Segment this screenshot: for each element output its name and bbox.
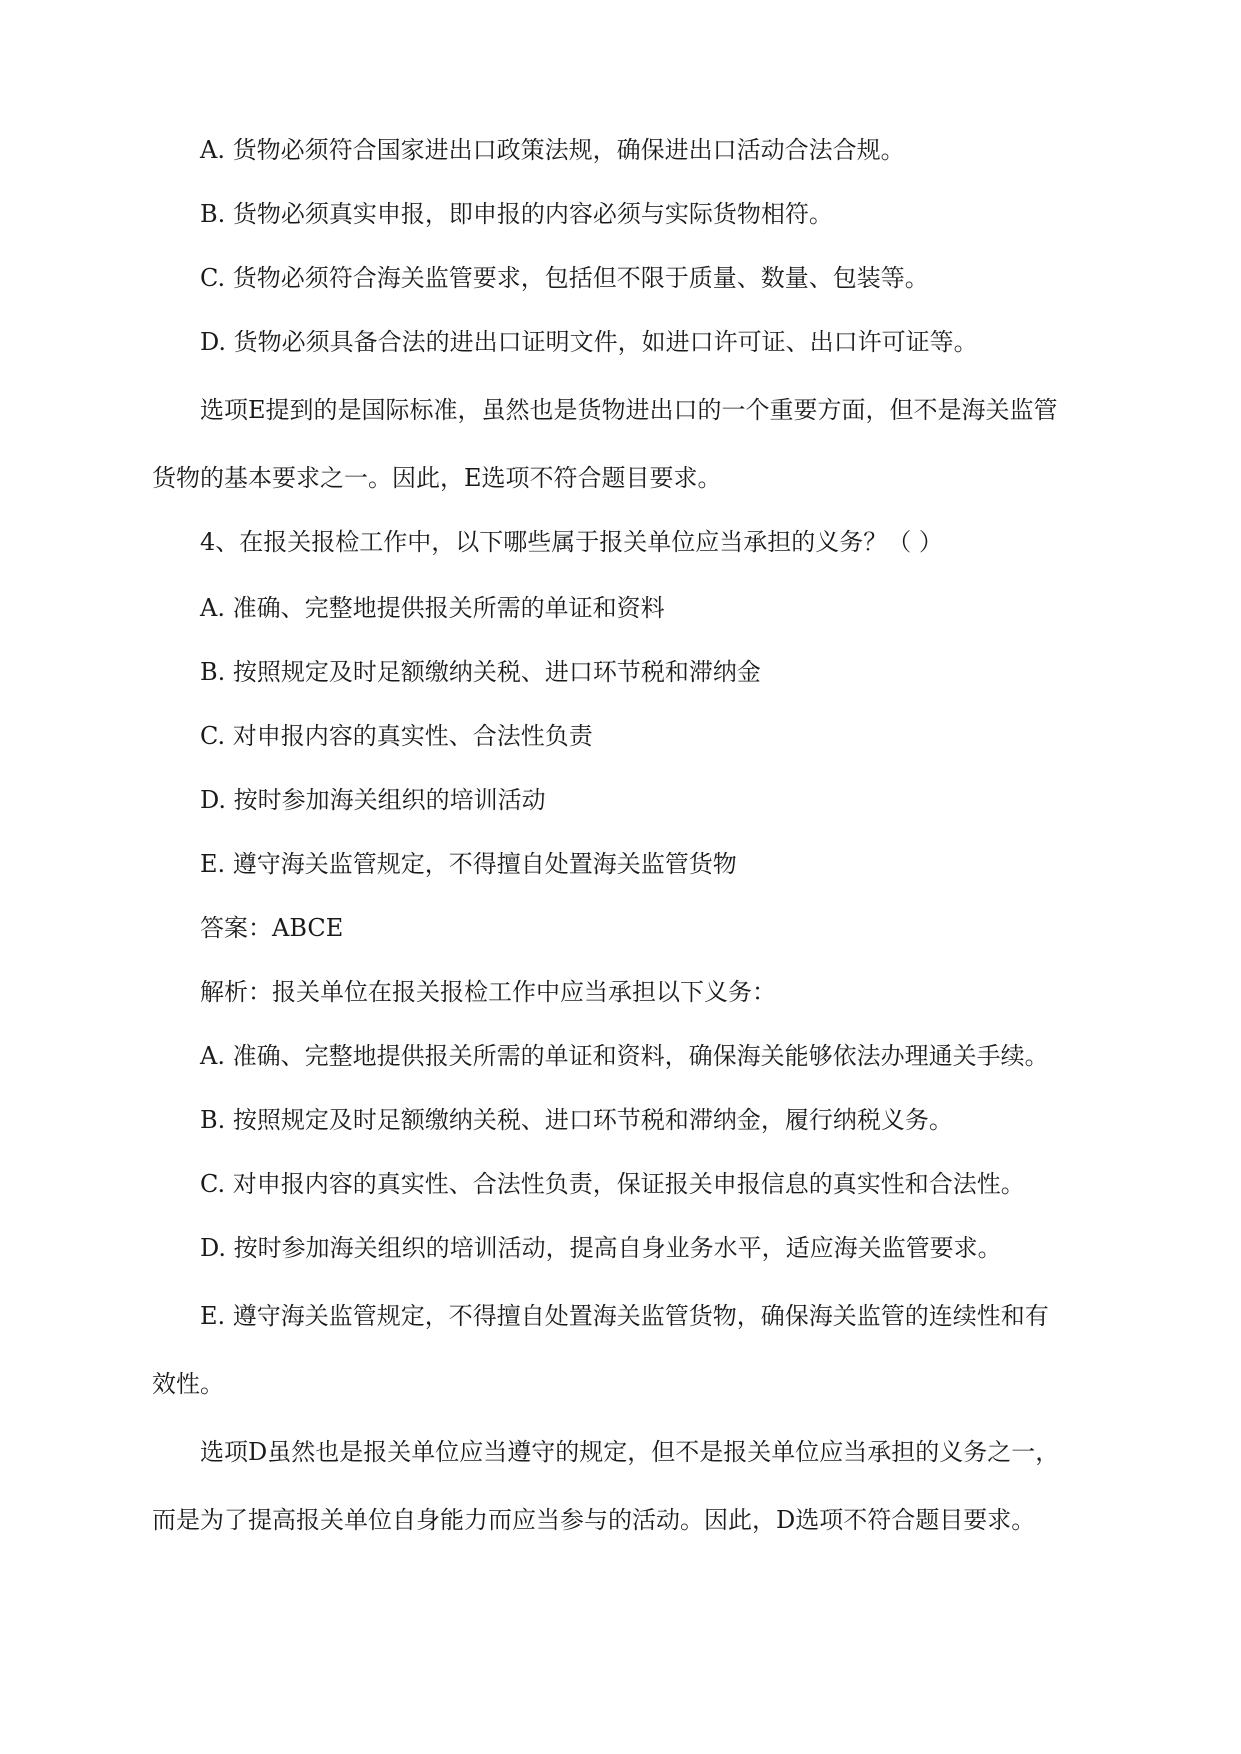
analysis-item-a: A. 准确、完整地提供报关所需的单证和资料，确保海关能够依法办理通关手续。 [200, 1042, 1049, 1070]
question-option-b: B. 按照规定及时足额缴纳关税、进口环节税和滞纳金 [200, 658, 761, 686]
prev-explanation-note-line1: 选项E提到的是国际标准，虽然也是货物进出口的一个重要方面，但不是海关监管 [200, 396, 1058, 424]
analysis-intro: 解析：报关单位在报关报检工作中应当承担以下义务： [200, 978, 776, 1006]
prev-explanation-item-a: A. 货物必须符合国家进出口政策法规，确保进出口活动合法合规。 [200, 136, 905, 164]
question-option-c: C. 对申报内容的真实性、合法性负责 [200, 722, 593, 750]
analysis-item-c: C. 对申报内容的真实性、合法性负责，保证报关申报信息的真实性和合法性。 [200, 1170, 1025, 1198]
conclusion-line1: 选项D虽然也是报关单位应当遵守的规定，但不是报关单位应当承担的义务之一， [200, 1438, 1060, 1466]
analysis-item-e-line1: E. 遵守海关监管规定，不得擅自处置海关监管货物，确保海关监管的连续性和有 [200, 1302, 1049, 1330]
question-option-e: E. 遵守海关监管规定，不得擅自处置海关监管货物 [200, 850, 737, 878]
prev-explanation-item-b: B. 货物必须真实申报，即申报的内容必须与实际货物相符。 [200, 200, 833, 228]
question-option-a: A. 准确、完整地提供报关所需的单证和资料 [200, 594, 665, 622]
prev-explanation-note-line2: 货物的基本要求之一。因此，E选项不符合题目要求。 [152, 464, 722, 492]
question-4-text: 4、在报关报检工作中，以下哪些属于报关单位应当承担的义务？（ ） [200, 528, 943, 556]
prev-explanation-item-d: D. 货物必须具备合法的进出口证明文件，如进口许可证、出口许可证等。 [200, 328, 978, 356]
conclusion-line2: 而是为了提高报关单位自身能力而应当参与的活动。因此，D选项不符合题目要求。 [152, 1506, 1036, 1534]
analysis-item-b: B. 按照规定及时足额缴纳关税、进口环节税和滞纳金，履行纳税义务。 [200, 1106, 953, 1134]
prev-explanation-item-c: C. 货物必须符合海关监管要求，包括但不限于质量、数量、包装等。 [200, 264, 929, 292]
analysis-item-e-line2: 效性。 [152, 1370, 224, 1398]
answer-text: 答案：ABCE [200, 914, 344, 942]
analysis-item-d: D. 按时参加海关组织的培训活动，提高自身业务水平，适应海关监管要求。 [200, 1234, 1002, 1262]
question-option-d: D. 按时参加海关组织的培训活动 [200, 786, 546, 814]
